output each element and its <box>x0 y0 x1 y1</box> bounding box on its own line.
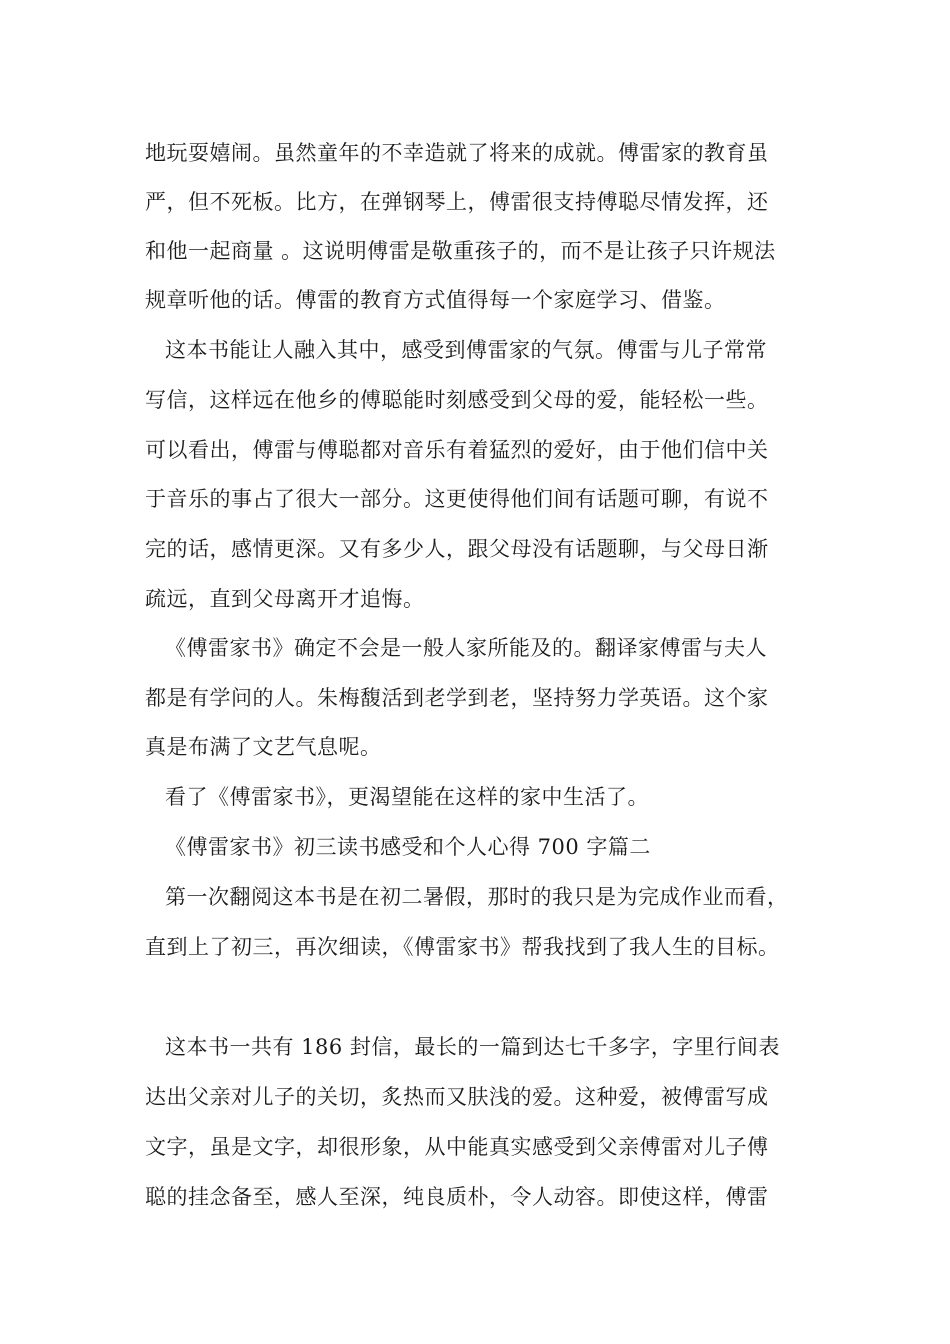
paragraph-line: 严，但不死板。比方，在弹钢琴上，傅雷很支持傅聪尽情发挥，还 <box>145 190 769 214</box>
paragraph-line: 直到上了初三，再次细读，《傅雷家书》帮我找到了我人生的目标。 <box>145 935 780 959</box>
paragraph-line: 真是布满了文艺气息呢。 <box>145 735 382 759</box>
section-heading: 《傅雷家书》初三读书感受和个人心得 700 字篇二 <box>165 835 651 859</box>
paragraph-line: 于音乐的事占了很大一部分。这更使得他们间有话题可聊，有说不 <box>145 487 769 511</box>
paragraph-line: 和他一起商量 。这说明傅雷是敬重孩子的，而不是让孩子只许规法 <box>145 239 776 263</box>
paragraph-line: 达出父亲对儿子的关切，炙热而又肤浅的爱。这种爱，被傅雷写成 <box>145 1085 769 1109</box>
paragraph-line: 《傅雷家书》确定不会是一般人家所能及的。翻译家傅雷与夫人 <box>165 636 767 660</box>
paragraph-line: 可以看出，傅雷与傅聪都对音乐有着猛烈的爱好，由于他们信中关 <box>145 438 769 462</box>
paragraph-line: 看了《傅雷家书》，更渴望能在这样的家中生活了。 <box>165 785 649 809</box>
paragraph-line: 写信，这样远在他乡的傅聪能时刻感受到父母的爱，能轻松一些。 <box>145 388 769 412</box>
paragraph-line: 这本书能让人融入其中，感受到傅雷家的气氛。傅雷与儿子常常 <box>165 338 767 362</box>
paragraph-line: 完的话，感情更深。又有多少人，跟父母没有话题聊，与父母日渐 <box>145 537 769 561</box>
paragraph-line: 第一次翻阅这本书是在初二暑假，那时的我只是为完成作业而看， <box>165 885 789 909</box>
paragraph-line: 这本书一共有 186 封信，最长的一篇到达七千多字，字里行间表 <box>165 1035 780 1059</box>
paragraph-line: 规章听他的话。傅雷的教育方式值得每一个家庭学习、借鉴。 <box>145 288 726 312</box>
paragraph-line: 疏远，直到父母离开才追悔。 <box>145 587 425 611</box>
paragraph-line: 聪的挂念备至，感人至深，纯良质朴，令人动容。即使这样，傅雷 <box>145 1185 769 1209</box>
paragraph-line: 都是有学问的人。朱梅馥活到老学到老，坚持努力学英语。这个家 <box>145 686 769 710</box>
paragraph-line: 文字，虽是文字，却很形象，从中能真实感受到父亲傅雷对儿子傅 <box>145 1135 769 1159</box>
paragraph-line: 地玩耍嬉闹。虽然童年的不幸造就了将来的成就。傅雷家的教育虽 <box>145 141 769 165</box>
